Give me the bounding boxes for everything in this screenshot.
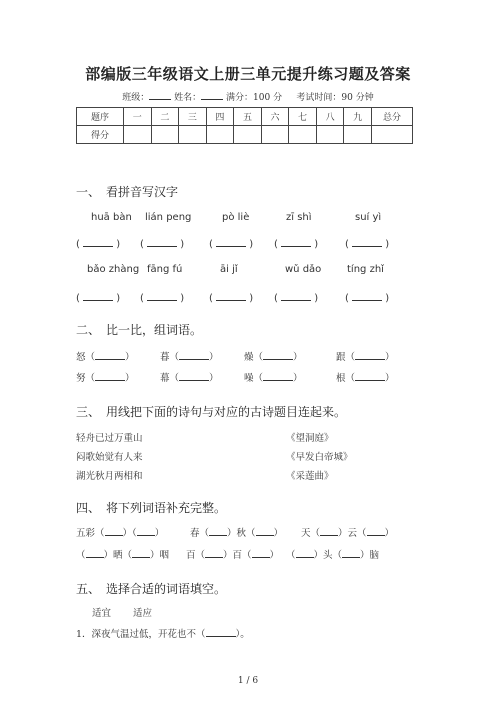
score-input-cell[interactable] — [234, 126, 262, 144]
poem-line[interactable]: 闷歌始觉有人来 — [76, 452, 143, 463]
name-blank — [201, 90, 223, 100]
word-option: 适宜 — [92, 608, 112, 619]
pinyin-item: tíng zhǐ — [347, 264, 384, 275]
word-pair-item[interactable]: 努（ ） — [76, 370, 135, 384]
idiom-item[interactable]: 春（ ）秋（ ） — [190, 525, 283, 539]
section4-heading: 四、 将下列词语补充完整。 — [76, 501, 227, 515]
poem-line[interactable]: 轻舟已过万重山 — [76, 433, 143, 444]
class-blank — [149, 90, 171, 100]
word-pair-item[interactable]: 怒（ ） — [76, 349, 135, 363]
score-input-cell[interactable] — [124, 126, 152, 144]
table-cell: 总分 — [372, 108, 413, 126]
pinyin-item: zī shì — [286, 212, 312, 223]
answer-box[interactable]: ( ) — [209, 236, 253, 250]
section2-heading: 二、 比一比，组词语。 — [76, 323, 203, 337]
table-cell: 五 — [234, 108, 262, 126]
poem-title[interactable]: 《望洞庭》 — [286, 433, 334, 444]
answer-box[interactable]: ( ) — [140, 290, 184, 304]
table-cell: 二 — [151, 108, 179, 126]
pinyin-item: suí yì — [355, 212, 382, 223]
answer-box[interactable]: ( ) — [274, 236, 318, 250]
table-cell: 四 — [206, 108, 234, 126]
answer-box[interactable]: ( ) — [345, 290, 389, 304]
section1-heading: 一、 看拼音写汉字 — [76, 185, 179, 199]
score-input-cell[interactable] — [289, 126, 317, 144]
pinyin-item: lián peng — [145, 212, 192, 223]
score-input-cell[interactable] — [261, 126, 289, 144]
score-input-cell[interactable] — [316, 126, 344, 144]
section5-heading: 五、 选择合适的词语填空。 — [76, 582, 227, 596]
word-pair-item[interactable]: 暮（ ） — [160, 349, 219, 363]
pinyin-item: pò liè — [222, 212, 250, 223]
exam-time: 考试时间：90 分钟 — [296, 93, 374, 103]
answer-box[interactable]: ( ) — [76, 236, 120, 250]
answer-box[interactable]: ( ) — [274, 290, 318, 304]
score-input-cell[interactable] — [179, 126, 207, 144]
question-1[interactable]: 1．深夜气温过低，开花也不（ ）。 — [76, 626, 250, 640]
pinyin-item: fāng fú — [147, 264, 183, 275]
idiom-item[interactable]: 百（ ）百（ ） — [186, 547, 279, 561]
table-cell: 九 — [344, 108, 372, 126]
pinyin-item: āi jǐ — [220, 264, 238, 275]
word-pair-item[interactable]: 根（ ） — [336, 370, 395, 384]
idiom-item[interactable]: 五彩（ ）（ ） — [76, 525, 164, 539]
score-table-header-row — [77, 108, 413, 126]
answer-box[interactable]: ( ) — [76, 290, 120, 304]
pinyin-item: wǔ dǎo — [285, 264, 322, 275]
name-label: 姓名： — [174, 93, 202, 103]
idiom-item[interactable]: 天（ ）云（ ） — [301, 525, 394, 539]
exam-info — [0, 90, 496, 103]
pinyin-item: huā bàn — [91, 212, 132, 223]
score-input-cell[interactable] — [372, 126, 413, 144]
idiom-item[interactable]: （ ）头（ ）脑 — [286, 547, 379, 561]
score-input-cell[interactable] — [344, 126, 372, 144]
score-input-cell[interactable] — [151, 126, 179, 144]
word-pair-item[interactable]: 跟（ ） — [336, 349, 395, 363]
poem-line[interactable]: 湖光秋月两相和 — [76, 471, 143, 482]
score-table-score-row — [77, 126, 413, 144]
poem-title[interactable]: 《早发白帝城》 — [286, 452, 353, 463]
word-option: 适应 — [133, 608, 153, 619]
full-score: 满分：100 分 — [226, 93, 283, 103]
word-pair-item[interactable]: 幕（ ） — [160, 370, 219, 384]
table-cell: 三 — [179, 108, 207, 126]
score-table — [76, 107, 413, 144]
answer-box[interactable]: ( ) — [345, 236, 389, 250]
table-cell: 七 — [289, 108, 317, 126]
answer-box[interactable]: ( ) — [209, 290, 253, 304]
table-cell: 六 — [261, 108, 289, 126]
idiom-item[interactable]: （ ）晒（ ）咽 — [76, 547, 169, 561]
poem-title[interactable]: 《采莲曲》 — [286, 471, 334, 482]
table-cell: 一 — [124, 108, 152, 126]
word-pair-item[interactable]: 噪（ ） — [244, 370, 303, 384]
table-cell: 得分 — [77, 126, 124, 144]
word-pair-item[interactable]: 燥（ ） — [244, 349, 303, 363]
page-number: 1 / 6 — [237, 676, 259, 686]
document-title: 部编版三年级语文上册三单元提升练习题及答案 — [85, 65, 411, 83]
section3-heading: 三、 用线把下面的诗句与对应的古诗题目连起来。 — [76, 405, 347, 419]
pinyin-item: bǎo zhàng — [87, 264, 140, 275]
class-label: 班级： — [122, 93, 150, 103]
table-cell: 题序 — [77, 108, 124, 126]
score-input-cell[interactable] — [206, 126, 234, 144]
answer-box[interactable]: ( ) — [140, 236, 184, 250]
table-cell: 八 — [316, 108, 344, 126]
